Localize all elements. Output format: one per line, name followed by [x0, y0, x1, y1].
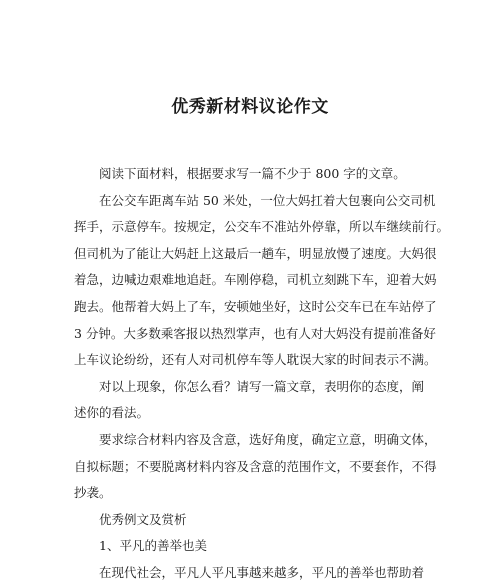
- requirement-line: 抄袭。: [74, 485, 112, 501]
- document-title: 优秀新材料议论作文: [171, 97, 329, 117]
- material-line: 着急，边喊边艰难地追赶。车刚停稳，司机立刻跳下车，迎着大妈: [74, 272, 437, 288]
- essay-subheading: 1、平凡的善举也美: [99, 538, 207, 554]
- material-line: 上车议论纷纷，还有人对司机停车等人耽误大家的时间表示不满。: [74, 352, 437, 368]
- instruction-paragraph: [74, 161, 426, 188]
- material-line: 挥手，示意停车。按规定，公交车不准站外停靠，所以车继续前行。: [74, 219, 450, 235]
- section-heading: 优秀例文及赏析: [99, 511, 187, 527]
- material-line: 在公交车距离车站 50 米处，一位大妈扛着大包裹向公交司机: [99, 192, 436, 208]
- requirement-paragraph: [74, 427, 437, 507]
- material-paragraph: [74, 188, 450, 374]
- material-line: 3 分钟。大多数乘客报以热烈掌声，也有人对大妈没有提前准备好: [74, 325, 436, 341]
- material-line: 跑去。他帮着大妈上了车，安顿她坐好，这时公交车已在车站停了: [74, 298, 437, 314]
- question-line: 对以上现象，你怎么看？请写一篇文章，表明你的态度，阐: [99, 378, 425, 394]
- question-paragraph: [74, 374, 426, 427]
- requirement-line: 要求综合材料内容及含意，选好角度，确定立意，明确文体，: [99, 431, 437, 447]
- instruction-text: 阅读下面材料，根据要求写一篇不少于 800 字的文章。: [99, 166, 406, 181]
- question-line: 述你的看法。: [74, 405, 150, 421]
- essay-first-line: 在现代社会，平凡人平凡事越来越多，平凡的善举也帮助着: [99, 564, 425, 580]
- document-body: [74, 161, 450, 587]
- requirement-line: 自拟标题；不要脱离材料内容及含意的范围作文，不要套作，不得: [74, 458, 437, 474]
- material-line: 但司机为了能让大妈赶上这最后一趟车，明显放慢了速度。大妈很: [74, 245, 437, 261]
